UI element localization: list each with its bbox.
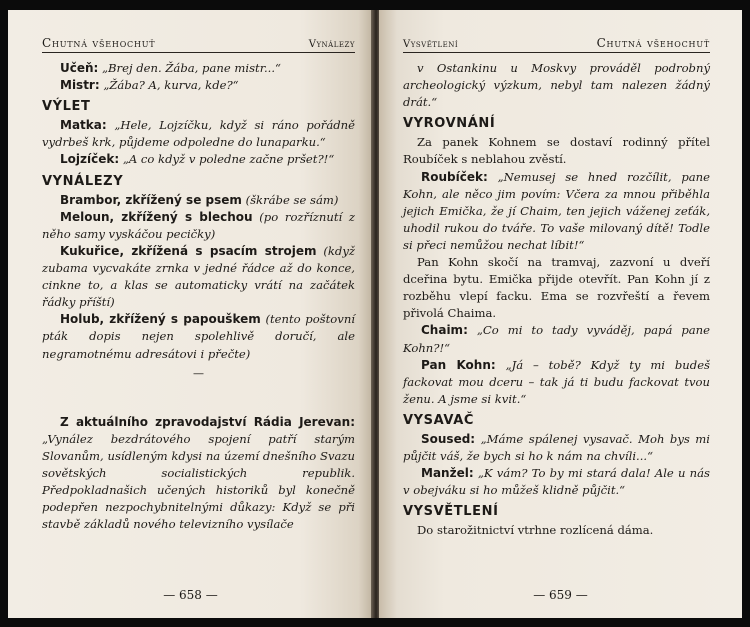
left-page-text bbox=[42, 60, 355, 533]
invention-desc: (škrábe se sám) bbox=[245, 192, 339, 207]
narration: Pan Kohn skočí na tramvaj, zazvoní u dveří dceřina bytu. Emička přijde otevřít. Pan Kohn jí z rozběhu vlepí facku. Ema se rozvřeští a řevem přivolá Chaima. bbox=[403, 255, 710, 321]
invention-name: Kukuřice, zkřížená s psacím strojem bbox=[60, 243, 317, 258]
invention-name: Brambor, zkřížený se psem bbox=[60, 192, 242, 207]
narration: Do starožitnictví vtrhne rozlícená dáma. bbox=[417, 523, 654, 538]
invention-name: Holub, zkřížený s papouškem bbox=[60, 312, 261, 327]
left-header-title: Chutná všehochuť bbox=[42, 36, 156, 50]
section-heading-vyrovnani: VYROVNÁNÍ bbox=[403, 116, 496, 132]
dialogue-line: „Brej den. Žába, pane mistr...“ bbox=[102, 61, 281, 75]
news-text-cont: v Ostankinu u Moskvy prováděl podrobný archeologický výzkum, nebyl tam nalezen žádný drát.“ bbox=[403, 61, 710, 110]
left-running-header bbox=[42, 36, 355, 53]
speaker: Učeň: bbox=[60, 61, 99, 75]
section-heading-vylet: VÝLET bbox=[42, 99, 91, 115]
news-text: „Vynález bezdrátového spojení patří starým Slovanům, usídleným kdysi na území dnešního Svazu sovětských socialistických republik. Předpokladnašich učených historiků byl konečně podepřen nezpochybnitelnými důkazy: Když se při stavbě základů nového televizního vysílače bbox=[42, 431, 355, 532]
invention-desc: (po rozříznutí z něho samy vyskáčou pecičky) bbox=[42, 209, 356, 241]
dialogue-line: „A co když v poledne začne pršet?!“ bbox=[122, 152, 335, 167]
right-page-number: — 659 — bbox=[533, 588, 588, 602]
narration: Za panek Kohnem se dostaví rodinný přítel Roubíček s neblahou zvěstí. bbox=[403, 135, 710, 167]
left-page-number: — 658 — bbox=[163, 588, 218, 602]
right-page-text bbox=[403, 60, 710, 540]
dialogue-line: „Máme spálenej vysavač. Moh bys mi půjčit váš, že bych si ho k nám na chvíli...“ bbox=[403, 431, 711, 464]
speaker: Matka: bbox=[60, 118, 107, 133]
dialogue-line: „Hele, Lojzíčku, když si ráno pořádně vydrbeš krk, půjdeme odpoledne do lunaparku.“ bbox=[42, 118, 355, 150]
dialogue-line: „Co mi to tady vyváděj, papá pane Kohn?!“ bbox=[403, 323, 711, 355]
dialogue-line: „K vám? To by mi stará dala! Ale u nás v obejváku si ho můžeš klidně půjčit.“ bbox=[403, 466, 711, 498]
left-page bbox=[8, 10, 373, 618]
dialogue-line: „Žába? A, kurva, kde?“ bbox=[103, 78, 239, 93]
separator: — bbox=[193, 366, 204, 380]
right-header-section: Vysvětlení bbox=[403, 39, 459, 50]
speaker: Roubíček: bbox=[421, 169, 488, 184]
section-heading-vysavac: VYSAVAČ bbox=[403, 412, 474, 428]
news-source: Z aktuálního zpravodajství Rádia Jerevan: bbox=[60, 414, 355, 429]
left-header-section: Vynálezy bbox=[308, 39, 355, 50]
invention-name: Meloun, zkřížený s blechou bbox=[60, 209, 253, 224]
speaker: Lojzíček: bbox=[60, 152, 120, 167]
section-heading-vysvetleni: VYSVĚTLENÍ bbox=[403, 504, 499, 520]
invention-desc: (tento poštovní pták dopis nejen spolehlivě doručí, ale negramotnému adresátovi i přečte) bbox=[42, 312, 355, 361]
speaker: Manžel: bbox=[421, 466, 474, 481]
dialogue-line: „Já – tobě? Když ty mi budeš fackovat mou dceru – tak já ti budu fackovat tvou ženu. A jsme si kvit.“ bbox=[403, 357, 711, 406]
right-page bbox=[379, 10, 742, 618]
open-book bbox=[8, 10, 742, 618]
invention-desc: (když zubama vycvakáte zrnka v jedné řádce až do konce, cinkne to, a klas se automaticky vrátí na začátek řádky příští) bbox=[42, 243, 355, 310]
speaker: Chaim: bbox=[421, 323, 468, 338]
right-header-title: Chutná všehochuť bbox=[596, 36, 710, 50]
speaker: Pan Kohn: bbox=[421, 357, 496, 372]
right-running-header bbox=[403, 36, 710, 53]
speaker: Mistr: bbox=[60, 78, 100, 93]
speaker: Soused: bbox=[421, 431, 476, 446]
dialogue-line: „Nemusej se hned rozčílit, pane Kohn, ale něco jim povím: Včera za mnou přiběhla jejich Emička, že jí Chaim, ten jejich váženej zeťák, uhodil rukou do tváře. To vaše milovaný dítě! Todle si přeci nemůžou nechat líbit!“ bbox=[403, 169, 711, 252]
section-heading-vynalezy: VYNÁLEZY bbox=[42, 173, 124, 189]
